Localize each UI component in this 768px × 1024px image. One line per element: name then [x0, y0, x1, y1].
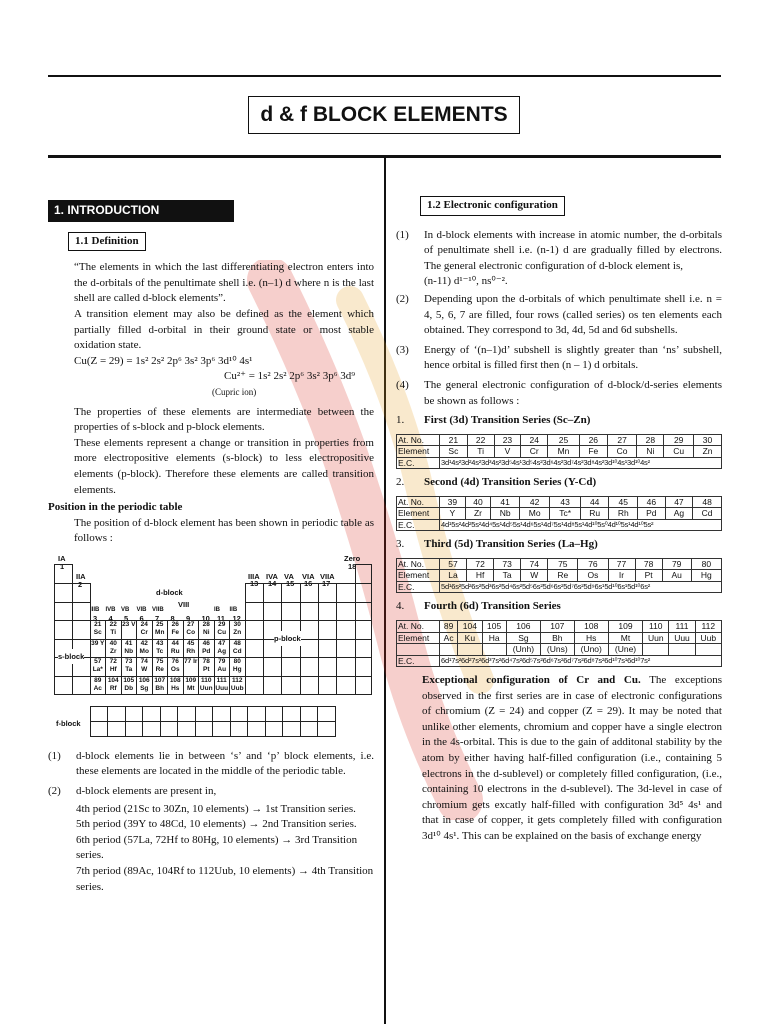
left-point-2: (2) d-block elements are present in, — [48, 785, 217, 798]
atno-label: At. No. — [397, 496, 440, 508]
atomic-number-cell: 23 — [494, 434, 521, 446]
atomic-number-cell: 30 — [694, 434, 722, 446]
element-cell: Ta — [494, 570, 521, 582]
element-cell: Hg — [691, 570, 721, 582]
d-group-label: IB — [214, 606, 220, 613]
atomic-number-cell: 22 — [467, 434, 494, 446]
element-cell: Cd — [693, 508, 722, 520]
period-5: 5th period (39Y to 48Cd, 10 elements) → 2nd Transition series. — [76, 818, 357, 831]
element-cell: Zn — [694, 446, 722, 458]
element-cell: Tc* — [550, 508, 581, 520]
atomic-number-cell: 107 — [541, 621, 575, 633]
ec-cell: 3d¹4s²3d²4s²3d³4s²3d⁵4s¹3d⁵4s²3d⁶4s²3d⁷4s²3d⁸4s²3d¹⁰4s¹3d¹⁰4s² — [440, 457, 722, 469]
d-block-cell: 21 Sc — [90, 620, 107, 640]
element-cell: Bh — [541, 632, 575, 644]
element-cell: Au — [662, 570, 691, 582]
element-cell: Sg — [506, 632, 540, 644]
atomic-number-cell: 73 — [494, 558, 521, 570]
d-block-cell: 39 Y — [90, 639, 107, 659]
label-iia: IIA — [76, 571, 86, 581]
atomic-number-cell: 57 — [440, 558, 467, 570]
exception-heading: Exceptional configuration of Cr and Cu. — [422, 674, 641, 686]
label-pblock: p-block — [274, 631, 301, 647]
series-2 — [396, 475, 722, 531]
element-cell: Y — [440, 508, 466, 520]
p-group-label: VA — [284, 571, 294, 581]
element-cell: Uub — [695, 632, 721, 644]
alt-name-cell — [458, 644, 482, 656]
atomic-number-cell: 77 — [608, 558, 635, 570]
atomic-number-cell: 42 — [519, 496, 550, 508]
properties-para-2: These elements represent a change or transition in properties from more electropositive elements (s-block) to less electropositive elements (p-block). Therefore these elements are called transition elements. — [74, 436, 374, 496]
atomic-number-cell: 40 — [465, 496, 491, 508]
periodic-table-diagram — [48, 551, 374, 741]
element-cell: Co — [607, 446, 637, 458]
d-block-cell: 57 La* — [90, 657, 107, 677]
right-point-1: (1) In d-block elements with increase in atomic number, the d-orbitals of penultimate shell i.e. (n-1) d are gradually filled by electrons. The general electronic configuration of d-block element is, (n-11) d¹⁻¹⁰, ns⁰⁻². — [396, 228, 722, 290]
d-group-label: IVB — [105, 606, 116, 613]
sub-label — [397, 644, 440, 656]
element-cell: Uuu — [669, 632, 695, 644]
position-heading: Position in the periodic table — [48, 501, 183, 514]
d-group-number: 7 — [155, 613, 160, 623]
d-group-label: VIIB — [152, 606, 164, 613]
d-block-cell: 112 Uub — [229, 676, 246, 696]
p-group-number: 13 — [250, 578, 259, 588]
label-ia: IA — [58, 553, 66, 563]
element-cell: Pt — [635, 570, 662, 582]
atomic-number-cell: 28 — [637, 434, 664, 446]
element-cell: Ag — [665, 508, 693, 520]
element-cell: Uun — [643, 632, 669, 644]
d-block-cell: 73 Ta — [121, 657, 138, 677]
d-block-cell: 109 Mt — [183, 676, 200, 696]
series-tables — [396, 413, 722, 667]
properties-para-1: The properties of these elements are intermediate between the properties of s-block and p-block elements. — [74, 405, 374, 434]
atno-label: At. No. — [397, 434, 440, 446]
d-block-cell: 104 Rf — [105, 676, 122, 696]
d-group-number: 11 — [217, 613, 225, 623]
series-title: 2. Second (4d) Transition Series (Y-Cd) — [396, 476, 597, 489]
d-block-cell: 110 Uun — [198, 676, 215, 696]
ec-cell: 4d¹5s²4d²5s²4d⁴5s¹4d⁵5s¹4d⁶5s¹4d⁷5s¹4d⁸5s¹4d¹⁰5s⁰4d¹⁰5s¹4d¹⁰5s² — [440, 519, 722, 531]
atomic-number-cell: 72 — [467, 558, 494, 570]
d-block-cell: 30 Zn — [229, 620, 246, 640]
element-cell: Nb — [491, 508, 520, 520]
d-block-cell: 77 Ir — [183, 657, 200, 677]
alt-name-cell — [482, 644, 506, 656]
element-label: Element — [397, 570, 440, 582]
atomic-number-cell: 112 — [695, 621, 721, 633]
d-group-label: IIIB — [90, 606, 100, 613]
atomic-number-cell: 108 — [574, 621, 608, 633]
alt-name-cell — [440, 644, 458, 656]
element-cell: Ac — [440, 632, 458, 644]
alt-name-cell — [643, 644, 669, 656]
exception-paragraph — [396, 673, 722, 845]
d-block-cell: 42 Mo — [136, 639, 153, 659]
p-group-label: IVA — [266, 571, 278, 581]
atno-label: At. No. — [397, 621, 440, 633]
zero-group-cell — [355, 565, 371, 695]
element-label: Element — [397, 446, 440, 458]
p-group-number: 15 — [286, 578, 295, 588]
p-group-number: 16 — [304, 578, 313, 588]
element-cell: Sc — [440, 446, 468, 458]
ec-label: E.C. — [397, 457, 440, 469]
d-block-cell: 24 Cr — [136, 620, 153, 640]
d-block-cell: 106 Sg — [136, 676, 153, 696]
series-table — [396, 620, 722, 667]
d-block-cell: 74 W — [136, 657, 153, 677]
atomic-number-cell: 106 — [506, 621, 540, 633]
element-cell: Mt — [608, 632, 642, 644]
d-block-cell: 48 Cd — [229, 639, 246, 659]
atomic-number-cell: 46 — [638, 496, 666, 508]
cu-config: Cu(Z = 29) = 1s² 2s² 2p⁶ 3s² 3p⁶ 3d¹⁰ 4s¹ — [74, 354, 253, 367]
alt-name-cell: (Uns) — [541, 644, 575, 656]
atomic-number-cell: 24 — [521, 434, 548, 446]
atomic-number-cell: 48 — [693, 496, 722, 508]
atomic-number-cell: 75 — [548, 558, 578, 570]
d-block-cell: 26 Fe — [167, 620, 184, 640]
label-zero-num: 18 — [348, 561, 357, 571]
alt-name-cell: (Une) — [608, 644, 642, 656]
atomic-number-cell: 76 — [578, 558, 608, 570]
p-group-number: 17 — [322, 578, 331, 588]
d-group-label: IIB — [229, 606, 238, 613]
atomic-number-cell: 21 — [440, 434, 468, 446]
element-cell: Cu — [664, 446, 694, 458]
element-cell: Rh — [609, 508, 638, 520]
d-block-cell: 111 Uuu — [214, 676, 231, 696]
ec-label: E.C. — [397, 581, 440, 593]
d-group-number: 12 — [232, 613, 241, 623]
atomic-number-cell: 74 — [521, 558, 548, 570]
alt-name-cell: (Uno) — [574, 644, 608, 656]
atomic-number-cell: 78 — [635, 558, 662, 570]
d-group-label: VB — [121, 606, 130, 613]
d-block-cell: 75 Re — [152, 657, 169, 677]
d-block-cell: 45 Rh — [183, 639, 200, 659]
element-cell: Ku — [458, 632, 482, 644]
atomic-number-cell: 109 — [608, 621, 642, 633]
d-block-cell: 44 Ru — [167, 639, 184, 659]
ec-label: E.C. — [397, 519, 440, 531]
ec-label: E.C. — [397, 655, 440, 667]
series-1 — [396, 413, 722, 469]
element-label: Element — [397, 632, 440, 644]
label-sblock: s-block — [58, 649, 84, 665]
d-block-cell: 43 Tc — [152, 639, 169, 659]
atomic-number-cell: 25 — [548, 434, 580, 446]
alt-name-cell: (Unh) — [506, 644, 540, 656]
atomic-number-cell: 43 — [550, 496, 581, 508]
atomic-number-cell: 104 — [458, 621, 482, 633]
definition-para-2: A transition element may also be defined as the element which partially filled d-orbital in their ground state or most stable oxidation state. — [74, 307, 374, 352]
atomic-number-cell: 29 — [664, 434, 694, 446]
d-group-number: 6 — [139, 613, 144, 623]
d-block-cell: 72 Hf — [105, 657, 122, 677]
left-point-1: (1) d-block elements lie in between ‘s’ and ‘p’ block elements, i.e. these elements are located in the middle of the periodic table. — [48, 749, 374, 778]
label-viii: VIII — [178, 599, 190, 609]
d-block-cell: 89 Ac — [90, 676, 107, 696]
d-block-cell: 107 Bh — [152, 676, 169, 696]
p-group-label: VIIA — [320, 571, 335, 581]
element-cell: La — [440, 570, 467, 582]
element-cell: Zr — [465, 508, 491, 520]
intro-heading: 1. INTRODUCTION — [48, 200, 234, 222]
element-cell: Ni — [637, 446, 664, 458]
d-group-number: 4 — [108, 613, 113, 623]
cu2-config: Cu²⁺ = 1s² 2s² 2p⁶ 3s² 3p⁶ 3d⁹ — [224, 370, 356, 383]
period-4: 4th period (21Sc to 30Zn, 10 elements) → 1st Transition series. — [76, 802, 356, 815]
cupric-label: (Cupric ion) — [212, 386, 257, 397]
series-title: 1. First (3d) Transition Series (Sc–Zn) — [396, 414, 591, 427]
d-block-cell: 27 Co — [183, 620, 200, 640]
atomic-number-cell: 26 — [579, 434, 607, 446]
element-cell: Mn — [548, 446, 580, 458]
right-point-2: (2) Depending upon the d-orbitals of which penultimate shell i.e. n = 4, 5, 6, 7 are filled, four rows (called series) os ten elements each obtained. They correspond to 3d, 4d, 5d and 6d subshells. — [396, 292, 722, 337]
series-3 — [396, 537, 722, 593]
atomic-number-cell: 80 — [691, 558, 721, 570]
element-cell: Ti — [467, 446, 494, 458]
d-block-cell: 28 Ni — [198, 620, 215, 640]
atomic-number-cell: 44 — [580, 496, 609, 508]
s-block-grid — [54, 565, 72, 695]
definition-para-1: “The elements in which the last differentiating electron enters into the d-orbitals of the penultimate shell i.e. (n–1) d where n is the last shell are called d-block elements”. — [74, 261, 374, 305]
d-block-cell: 108 Hs — [167, 676, 184, 696]
s-block-grid-2 — [72, 584, 90, 695]
exception-text: The exceptions observed in the first series are in case of electronic configurations of chromium (Z = 24) and copper (Z = 29). It may be noted that unlike other elements, chromium and copper have a single electron in the 4s-orbital. This is due to the gain of additonal stability by the atom by either having half-filled configuration (i.e., containing 5 electrons in the d-sublevel) or completely filled configuration, (i.e., containing 10 electrons in the d-sublevel). The 3d-level in case of chromium gets excatly half-filled with configuration 3d⁵ 4s¹ and that in case of copper, it gets completely filled with configuration 3d¹⁰ 4s¹. This can be explained on the basis of exchange energy — [422, 674, 722, 842]
d-block-cell: 80 Hg — [229, 657, 246, 677]
period-7: 7th period (89Ac, 104Rf to 112Uub, 10 elements) → 4th Transition series. — [76, 865, 374, 893]
d-block-cell: 41 Nb — [121, 639, 138, 659]
label-zero: Zero — [344, 553, 361, 563]
d-block-cell: 47 Ag — [214, 639, 231, 659]
ec-cell: 5d¹6s²5d²6s²5d³6s²5d⁴6s²5d⁵6s²5d⁶6s²5d⁷6s²5d⁹6s¹5d¹⁰6s¹5d¹⁰6s² — [440, 581, 722, 593]
d-block-cell: 23 V — [121, 620, 138, 640]
page-title: d & f BLOCK ELEMENTS — [248, 96, 520, 134]
element-cell: Ru — [580, 508, 609, 520]
alt-name-cell — [669, 644, 695, 656]
series-table — [396, 496, 722, 532]
series-table — [396, 558, 722, 594]
right-point-3: (3) Energy of ‘(n–1)d’ subshell is slightly greater than ‘ns’ subshell, hence orbital is filled first then (n – 1) d orbitals. — [396, 343, 722, 372]
series-table — [396, 434, 722, 470]
element-cell: V — [494, 446, 521, 458]
element-cell: Ir — [608, 570, 635, 582]
column-divider — [384, 158, 386, 1024]
atomic-number-cell: 111 — [669, 621, 695, 633]
d-block-cell: 105 Db — [121, 676, 138, 696]
definition-heading: 1.1 Definition — [68, 232, 146, 252]
p-group-label: IIIA — [248, 571, 260, 581]
atomic-number-cell: 41 — [491, 496, 520, 508]
left-column — [48, 200, 374, 895]
series-title: 4. Fourth (6d) Transition Series — [396, 600, 561, 613]
d-group-number: 8 — [170, 613, 175, 623]
element-label: Element — [397, 508, 440, 520]
config-heading: 1.2 Electronic configuration — [420, 196, 565, 216]
right-column — [396, 196, 722, 845]
d-group-label: VIB — [136, 606, 147, 613]
atomic-number-cell: 27 — [607, 434, 637, 446]
p-group-number: 14 — [268, 578, 277, 588]
element-cell: Re — [548, 570, 578, 582]
position-text: The position of d-block element has been shown in periodic table as follows : — [74, 516, 374, 545]
label-ia-num: 1 — [60, 561, 65, 571]
label-iia-num: 2 — [78, 579, 83, 589]
top-rule — [48, 75, 721, 77]
element-cell: Ha — [482, 632, 506, 644]
alt-name-cell — [695, 644, 721, 656]
atomic-number-cell: 79 — [662, 558, 691, 570]
atomic-number-cell: 39 — [440, 496, 466, 508]
series-title: 3. Third (5d) Transition Series (La–Hg) — [396, 538, 598, 551]
label-fblock: f-block — [56, 718, 81, 728]
ec-cell: 6d¹7s²6d²7s²6d³7s²6d⁴7s²6d⁵7s²6d⁶7s²6d⁷7s²6d⁸7s²6d¹⁰7s¹6d¹⁰7s² — [440, 655, 722, 667]
d-block-cell: 79 Au — [214, 657, 231, 677]
element-cell: Hf — [467, 570, 494, 582]
f-block-grid — [90, 707, 335, 737]
d-block-cell: 29 Cu — [214, 620, 231, 640]
atomic-number-cell: 45 — [609, 496, 638, 508]
period-6: 6th period (57La, 72Hf to 80Hg, 10 elements) → 3rd Transition series. — [76, 833, 358, 862]
element-cell: Os — [578, 570, 608, 582]
series-4 — [396, 599, 722, 667]
d-group-number: 9 — [186, 613, 191, 623]
d-block-cell: 46 Pd — [198, 639, 215, 659]
element-cell: Mo — [519, 508, 550, 520]
d-group-number: 3 — [93, 613, 98, 623]
d-block-grid — [90, 621, 245, 695]
atomic-number-cell: 110 — [643, 621, 669, 633]
element-cell: Pd — [638, 508, 666, 520]
d-group-number: 5 — [124, 613, 129, 623]
d-block-cell: 22 Ti — [105, 620, 122, 640]
general-config: (n-11) d¹⁻¹⁰, ns⁰⁻². — [424, 275, 508, 288]
label-dblock: d-block — [156, 587, 183, 597]
right-point-4: (4) The general electronic configuration of d-block/d-series elements be shown as follows : — [396, 378, 722, 407]
d-block-cell: 78 Pt — [198, 657, 215, 677]
d-group-number: 10 — [201, 613, 210, 623]
atomic-number-cell: 105 — [482, 621, 506, 633]
element-cell: Cr — [521, 446, 548, 458]
element-cell: W — [521, 570, 548, 582]
atno-label: At. No. — [397, 558, 440, 570]
d-block-cell: 25 Mn — [152, 620, 169, 640]
d-block-cell: 40 Zr — [105, 639, 122, 659]
element-cell: Fe — [579, 446, 607, 458]
p-group-label: VIA — [302, 571, 315, 581]
atomic-number-cell: 89 — [440, 621, 458, 633]
period-list — [48, 802, 374, 896]
d-block-cell: 76 Os — [167, 657, 184, 677]
element-cell: Hs — [574, 632, 608, 644]
atomic-number-cell: 47 — [665, 496, 693, 508]
